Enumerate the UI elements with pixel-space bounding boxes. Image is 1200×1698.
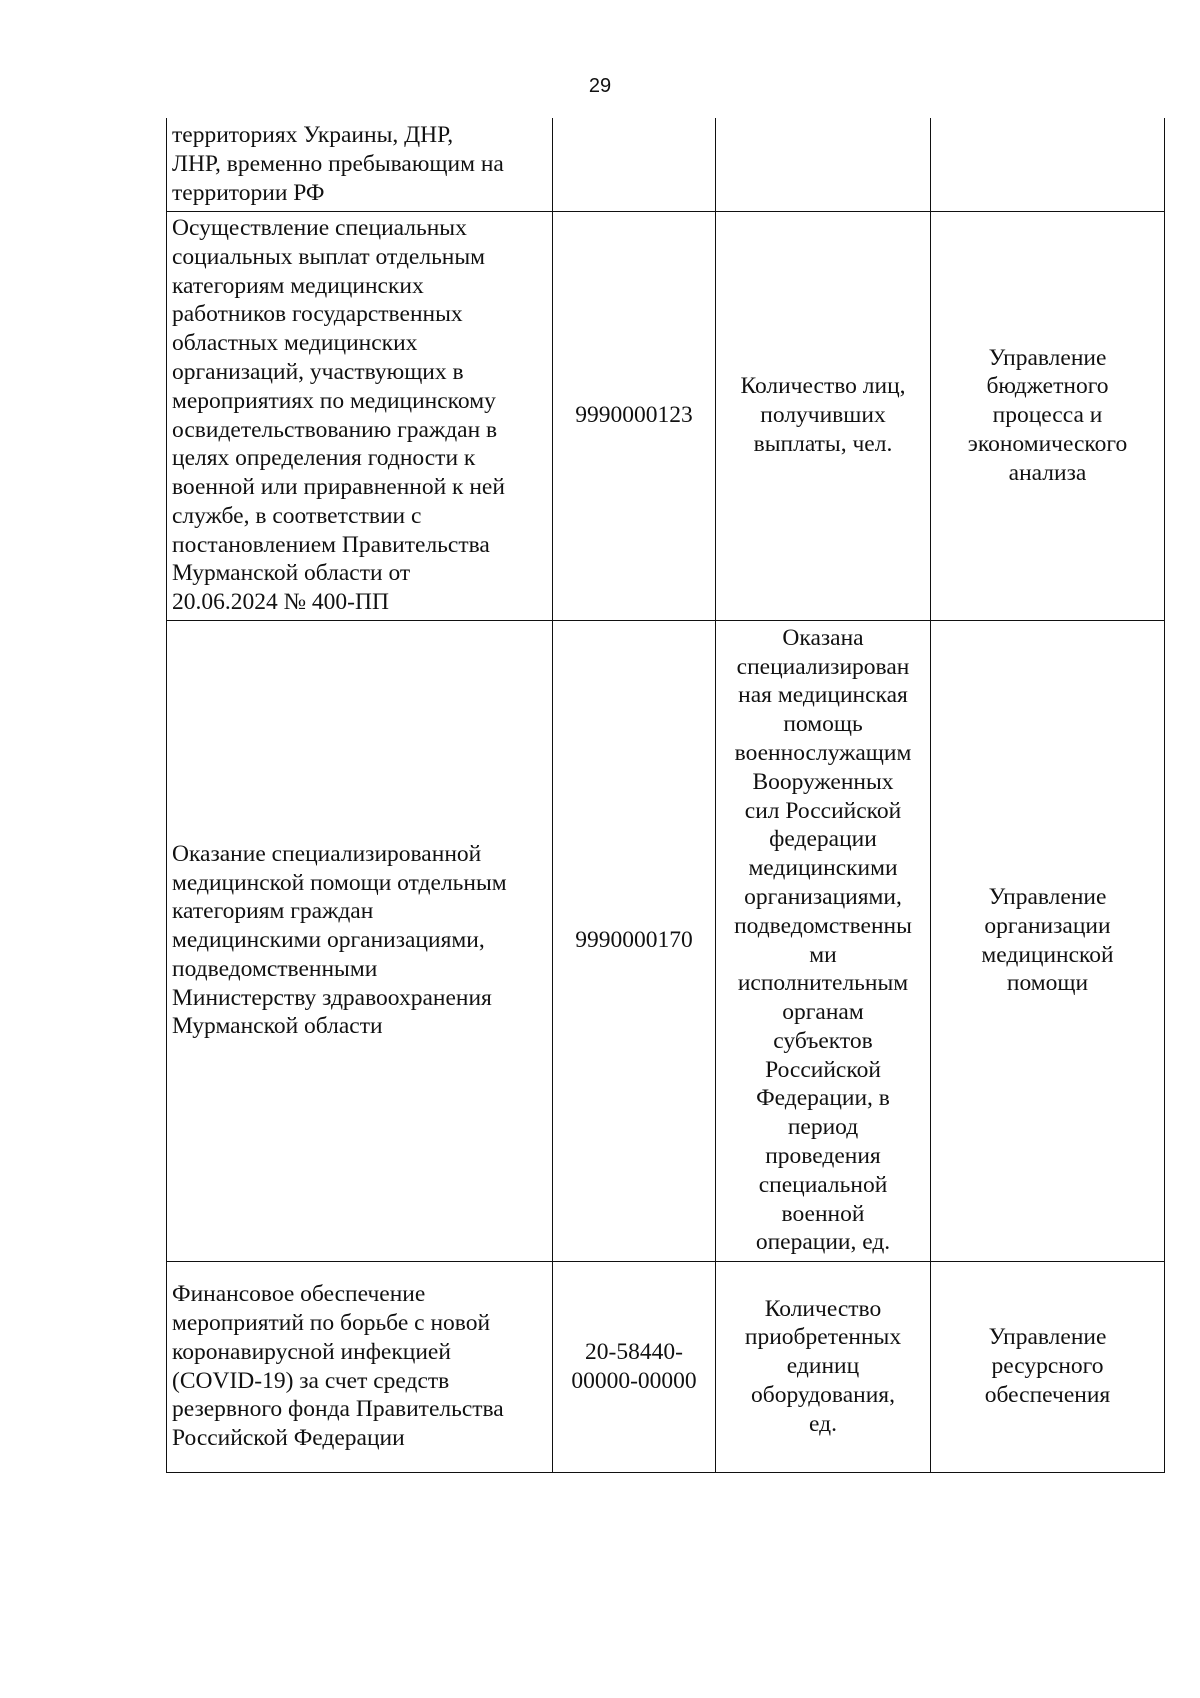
activity-name: Осуществление специальных социальных выплат отдельным категориям медицинских работников государственных областных медицинских организаций, участвующих в мероприятиях по медицинскому освидетельствованию граждан в целях определения годности к военной или приравненной к ней службе, в соответствии с постановлением Правительства Мурманской области от 20.06.2024 № 400-ПП — [172, 214, 505, 616]
activity-name: территориях Украины, ДНР, ЛНР, временно пребывающим на территории РФ — [172, 122, 504, 206]
activity-name-cell — [167, 211, 553, 620]
table-row — [167, 118, 1165, 211]
indicator: Оказана специализирован ная медицинская помощь военнослужащим Вооруженных сил Российской федерации медицинскими организациями, подведомственны ми исполнительным органам субъектов Российской Федерации, в период проведения специальной военной операции, ед. — [734, 624, 912, 1256]
department-cell — [931, 118, 1165, 211]
table-row — [167, 1261, 1165, 1472]
budget-code-cell — [553, 1261, 716, 1472]
indicator-cell — [716, 118, 931, 211]
department: Управление бюджетного процесса и экономического анализа — [967, 344, 1128, 486]
budget-code-cell — [553, 118, 716, 211]
activity-name-cell — [167, 1261, 553, 1472]
activity-name-cell — [167, 620, 553, 1261]
indicator-cell — [716, 211, 931, 620]
page-number: 29 — [588, 75, 612, 97]
indicator: Количество приобретенных единиц оборудования, ед. — [744, 1295, 902, 1437]
department: Управление ресурсного обеспечения — [984, 1324, 1111, 1408]
budget-code-cell — [553, 620, 716, 1261]
indicator-cell — [716, 1261, 931, 1472]
budget-code: 20-58440- 00000-00000 — [571, 1338, 697, 1394]
indicator: Количество лиц, получивших выплаты, чел. — [740, 373, 906, 457]
table-row — [167, 620, 1165, 1261]
budget-code: 9990000123 — [575, 402, 693, 429]
department: Управление организации медицинской помощи — [981, 883, 1114, 997]
department-cell — [931, 620, 1165, 1261]
activity-name: Оказание специализированной медицинской помощи отдельным категориям граждан медицинскими организациями, подведомственными Министерству здравоохранения Мурманской области — [172, 840, 507, 1040]
indicator-cell — [716, 620, 931, 1261]
activities-table — [166, 118, 1165, 1473]
activity-name: Финансовое обеспечение мероприятий по борьбе с новой коронавирусной инфекцией (COVID-19) за счет средств резервного фонда Правительства Российской Федерации — [172, 1281, 504, 1452]
budget-code-cell — [553, 211, 716, 620]
department-cell — [931, 1261, 1165, 1472]
table-row — [167, 211, 1165, 620]
budget-code: 9990000170 — [575, 927, 693, 954]
activity-name-cell — [167, 118, 553, 211]
department-cell — [931, 211, 1165, 620]
